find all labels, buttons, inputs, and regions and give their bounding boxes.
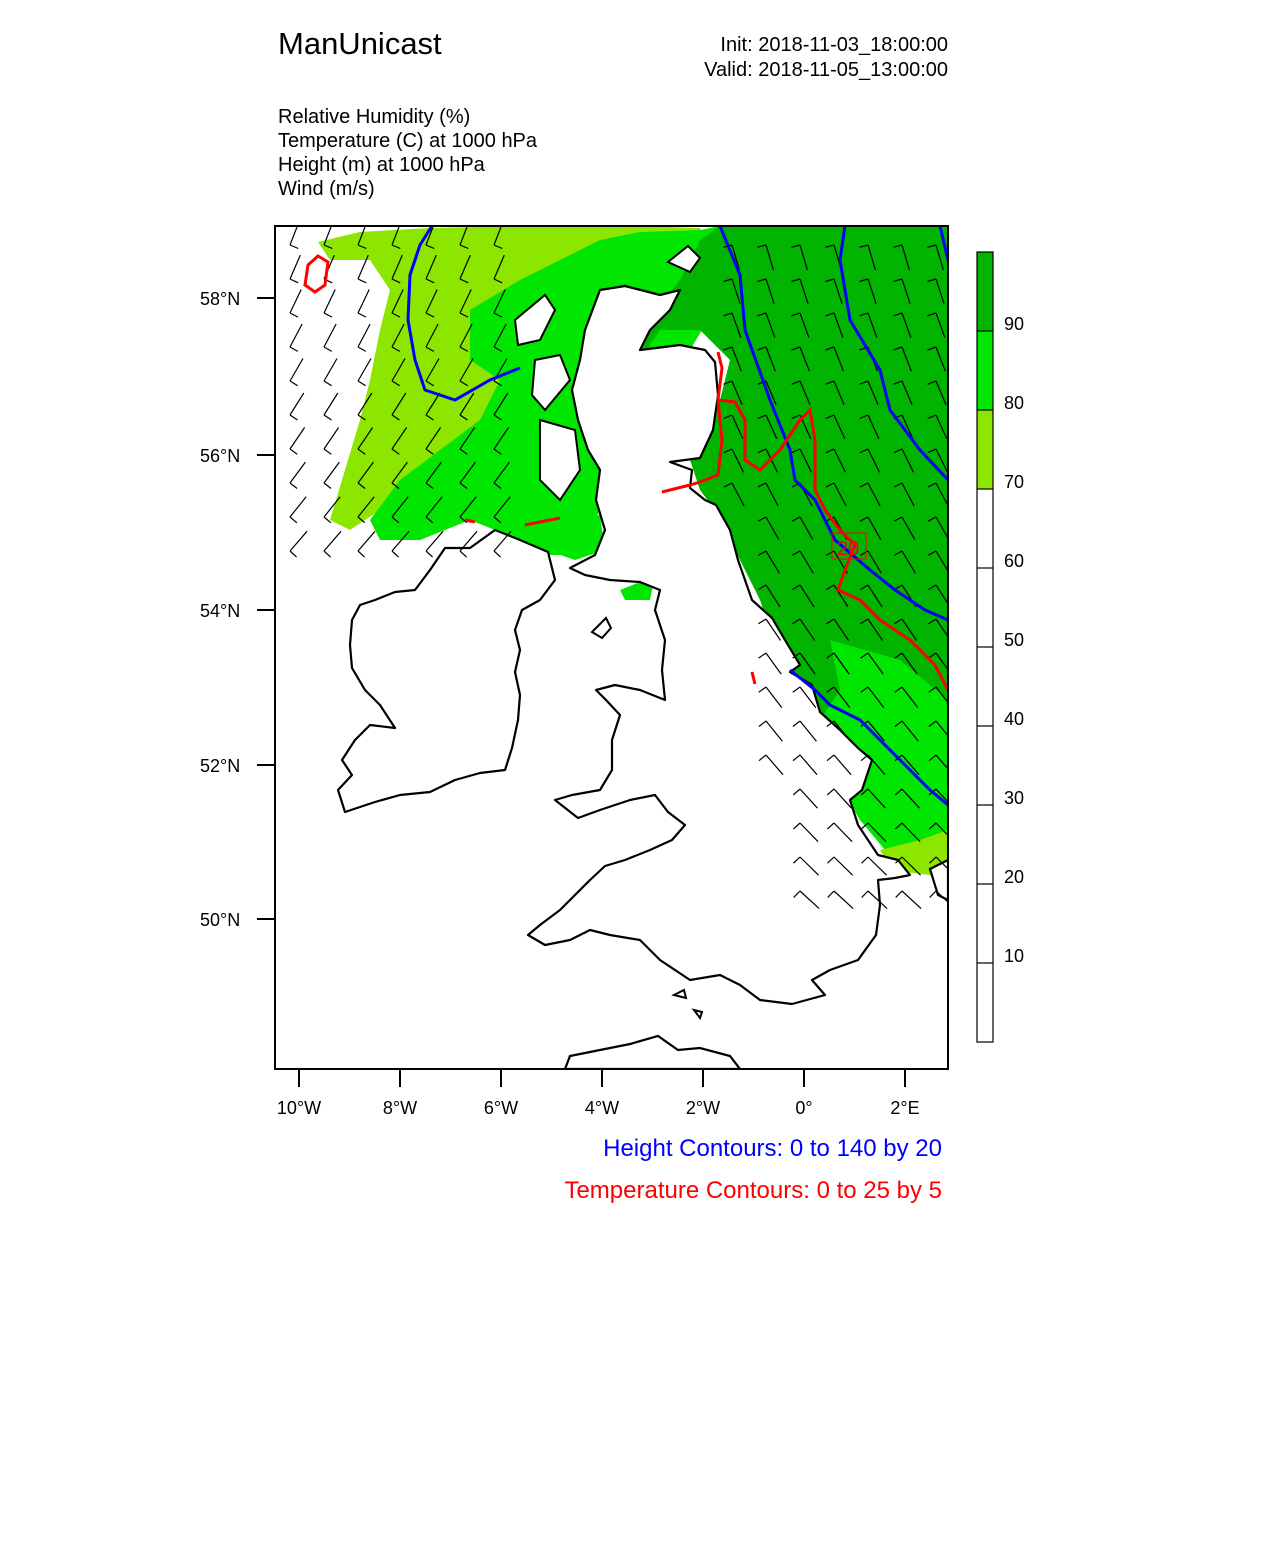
lat-ticks (257, 298, 275, 919)
colorbar-seg-70-80 (977, 410, 993, 489)
wind-barb-flag (290, 483, 297, 489)
wind-barb-flag (290, 381, 298, 386)
wind-barb-flag (392, 551, 399, 557)
wind-barb-flag (324, 517, 331, 523)
colorbar-label-60: 60 (1004, 551, 1025, 571)
valid-time: Valid: 2018-11-05_13:00:00 (704, 59, 948, 81)
lon-label-10w: 10°W (276, 1098, 322, 1118)
wind-barb (290, 462, 305, 483)
wind-barb (358, 290, 369, 314)
wind-barb (324, 290, 335, 314)
field-temperature: Temperature (C) at 1000 hPa (278, 130, 538, 152)
wind-barb (358, 531, 375, 551)
wind-barb-flag (290, 279, 298, 283)
wind-barb (290, 324, 302, 347)
lon-label-2w: 2°W (685, 1098, 721, 1118)
wind-barb (290, 221, 299, 245)
wind-barb (324, 462, 339, 483)
lat-label-52n: 52°N (200, 756, 241, 776)
lon-ticks (299, 1069, 905, 1087)
wind-barb-flag (896, 891, 902, 897)
wind-barb-flag (324, 449, 331, 454)
wind-barb (290, 497, 306, 517)
lon-label-6w: 6°W (483, 1098, 519, 1118)
wind-barb (290, 359, 303, 382)
wind-barb (290, 255, 300, 279)
wind-barb-flag (358, 381, 366, 386)
colorbar-label-50: 50 (1004, 630, 1025, 650)
field-wind: Wind (m/s) (278, 178, 375, 200)
wind-barb-flag (324, 415, 332, 420)
wind-barb (324, 393, 338, 415)
wind-barb-flag (290, 347, 298, 351)
wind-barb-flag (324, 381, 332, 386)
init-time: Init: 2018-11-03_18:00:00 (720, 34, 948, 56)
wind-barb-flag (358, 551, 365, 557)
wind-barb (290, 290, 301, 314)
lat-label-50n: 50°N (200, 910, 241, 930)
wind-barb-flag (290, 415, 298, 420)
wind-barb-flag (358, 347, 366, 351)
wind-barb (290, 531, 307, 551)
colorbar-label-70: 70 (1004, 472, 1025, 492)
lat-label-54n: 54°N (200, 601, 241, 621)
wind-barb-flag (426, 551, 433, 557)
wind-barb-flag (290, 517, 297, 523)
colorbar-label-80: 80 (1004, 393, 1025, 413)
colorbar-label-10: 10 (1004, 946, 1025, 966)
wind-barb (290, 393, 304, 415)
lat-label-58n: 58°N (200, 289, 241, 309)
wind-barb (358, 359, 371, 382)
wind-barb-flag (290, 245, 298, 249)
temperature-contour-legend: Temperature Contours: 0 to 25 by 5 (564, 1177, 942, 1204)
land-ireland (338, 530, 555, 812)
wind-barb (324, 359, 337, 382)
temperature-contour-northwest (305, 256, 328, 292)
land-france (565, 1036, 740, 1069)
wind-barb-flag (358, 313, 366, 317)
colorbar-label-40: 40 (1004, 709, 1025, 729)
chart-title: ManUnicast (278, 26, 442, 61)
wind-barb-flag (290, 313, 298, 317)
contour-label: 20 (837, 538, 860, 560)
colorbar-seg-below70 (977, 489, 993, 1042)
wind-barb-flag (324, 347, 332, 351)
wind-barb-flag (290, 449, 297, 454)
land-channel-islands (674, 990, 702, 1018)
colorbar (977, 252, 1024, 1042)
colorbar-label-30: 30 (1004, 788, 1025, 808)
wind-barb (358, 324, 370, 347)
map-plot-area (290, 221, 955, 1069)
colorbar-label-90: 90 (1004, 314, 1025, 334)
lon-label-8w: 8°W (382, 1098, 418, 1118)
lon-label-0: 0° (795, 1098, 813, 1118)
wind-barb-flag (324, 313, 332, 317)
wind-barb-flag (324, 483, 331, 489)
lon-label-4w: 4°W (584, 1098, 620, 1118)
wind-barb-flag (290, 551, 297, 557)
wind-barb (902, 891, 921, 909)
wind-barb-flag (358, 279, 366, 283)
wind-barb-flag (324, 551, 331, 557)
lon-label-2e: 2°E (890, 1098, 920, 1118)
wind-barb (290, 428, 305, 450)
field-rh: Relative Humidity (%) (278, 106, 471, 128)
colorbar-seg-80-90 (977, 331, 993, 410)
lat-label-56n: 56°N (200, 446, 241, 466)
field-height: Height (m) at 1000 hPa (278, 154, 485, 176)
wind-barb (324, 531, 341, 551)
wind-barb (324, 324, 336, 347)
height-contour-legend: Height Contours: 0 to 140 by 20 (603, 1135, 942, 1162)
land-isle-of-man (592, 618, 611, 638)
colorbar-label-20: 20 (1004, 867, 1025, 887)
wind-barb-flag (930, 891, 936, 897)
colorbar-seg-above90 (977, 252, 993, 331)
wind-barb (324, 428, 339, 450)
